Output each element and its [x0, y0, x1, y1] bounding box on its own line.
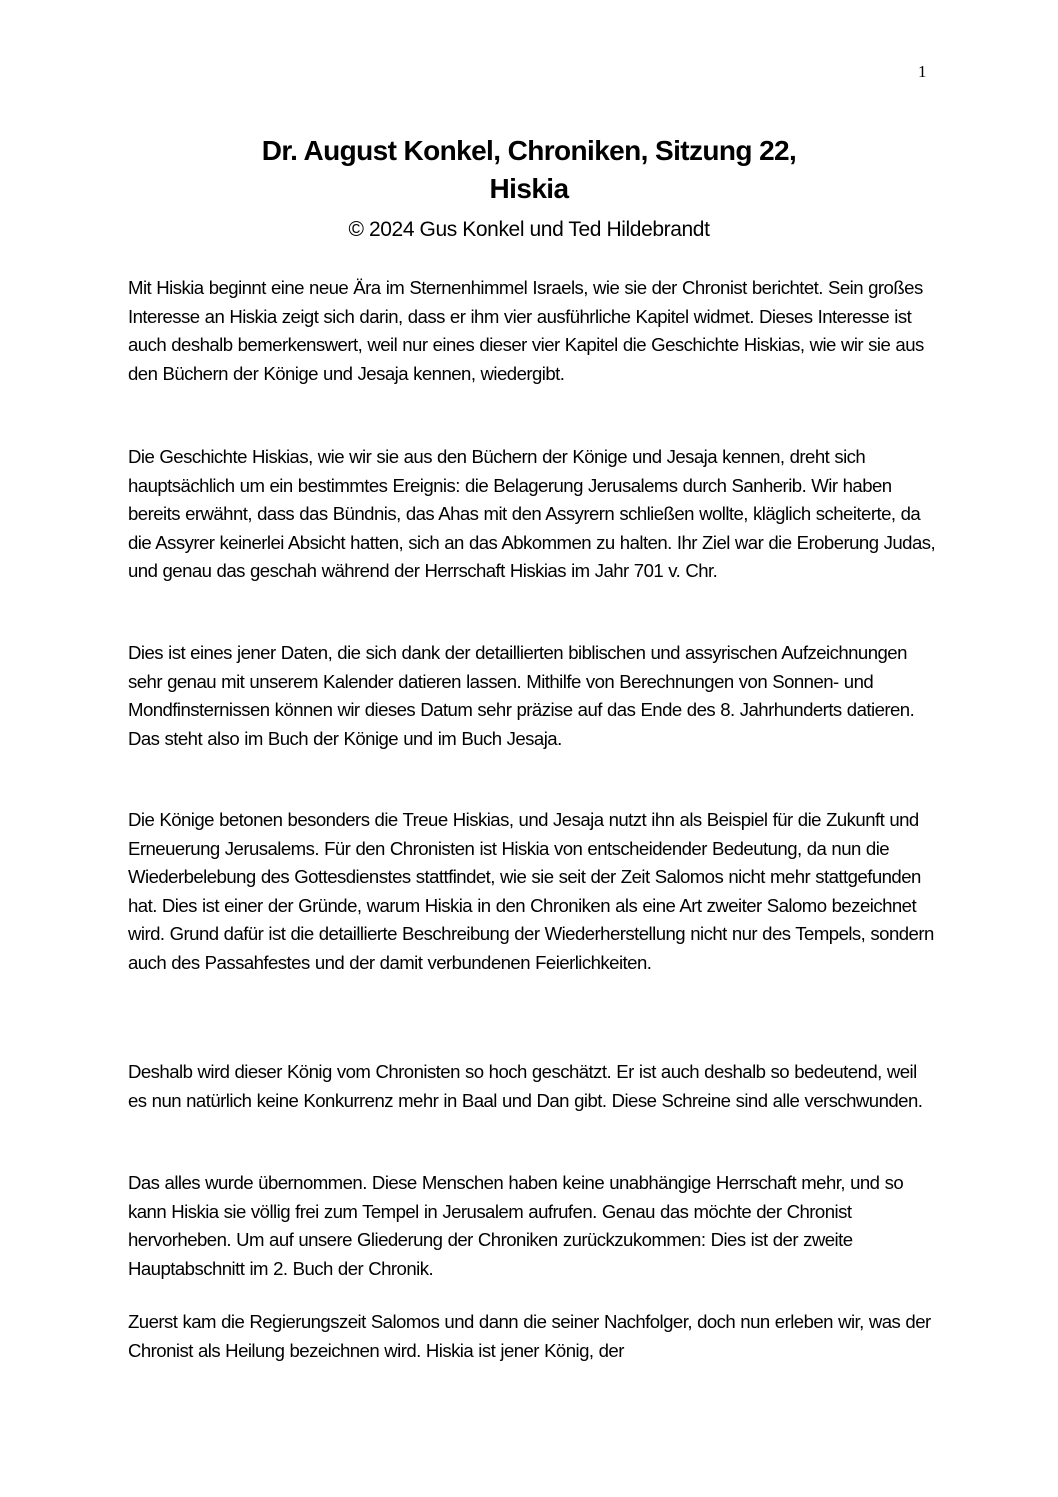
paragraph-1: Mit Hiskia beginnt eine neue Ära im Sternenhimmel Israels, wie sie der Chronist berichtet. Sein großes Interesse an Hiskia zeigt sich darin, dass er ihm vier ausführliche Kapitel widmet. Dieses Interesse ist auch deshalb bemerkenswert, weil nur eines dieser vier Kapitel die Geschichte Hiskias, wie wir sie aus den Büchern der Könige und Jesaja kennen, wiedergibt.	[128, 277, 924, 384]
paragraph-6: Das alles wurde übernommen. Diese Menschen haben keine unabhängige Herrschaft mehr, und so kann Hiskia sie völlig frei zum Tempel in Jerusalem aufrufen. Genau das möchte der Chronist hervorheben. Um auf unsere Gliederung der Chroniken zurückzukommen: Dies ist der zweite Hauptabschnitt im 2. Buch der Chronik.	[128, 1172, 904, 1279]
title-line-1: Dr. August Konkel, Chroniken, Sitzung 22,	[261, 135, 797, 166]
page-number: 1	[918, 62, 927, 81]
copyright-line: © 2024 Gus Konkel und Ted Hildebrandt	[348, 218, 710, 241]
paragraph-5: Deshalb wird dieser König vom Chronisten so hoch geschätzt. Er ist auch deshalb so bedeutend, weil es nun natürlich keine Konkurrenz mehr in Baal und Dan gibt. Diese Schreine sind alle verschwunden.	[128, 1061, 923, 1111]
paragraph-3: Dies ist eines jener Daten, die sich dank der detaillierten biblischen und assyrischen Aufzeichnungen sehr genau mit unserem Kalender datieren lassen. Mithilfe von Berechnungen von Sonnen- und Mondfinsternissen können wir dieses Datum sehr präzise auf das Ende des 8. Jahrhunderts datieren. Das steht also im Buch der Könige und im Buch Jesaja.	[128, 642, 915, 749]
paragraph-4: Die Könige betonen besonders die Treue Hiskias, und Jesaja nutzt ihn als Beispiel für die Zukunft und Erneuerung Jerusalems. Für den Chronisten ist Hiskia von entscheidender Bedeutung, da nun die Wiederbelebung des Gottesdienstes stattfindet, wie sie seit der Zeit Salomos nicht mehr stattgefunden hat. Dies ist einer der Gründe, warum Hiskia in den Chroniken als eine Art zweiter Salomo bezeichnet wird. Grund dafür ist die detaillierte Beschreibung der Wiederherstellung nicht nur des Tempels, sondern auch des Passahfestes und der damit verbundenen Feierlichkeiten.	[128, 809, 934, 973]
document-title	[0, 132, 1058, 208]
paragraph-7: Zuerst kam die Regierungszeit Salomos und dann die seiner Nachfolger, doch nun erleben wir, was der Chronist als Heilung bezeichnen wird. Hiskia ist jener König, der	[128, 1311, 931, 1361]
paragraph-2: Die Geschichte Hiskias, wie wir sie aus den Büchern der Könige und Jesaja kennen, dreht sich hauptsächlich um ein bestimmtes Ereignis: die Belagerung Jerusalems durch Sanherib. Wir haben bereits erwähnt, dass das Bündnis, das Ahas mit den Assyrern schließen wollte, kläglich scheiterte, da die Assyrer keinerlei Absicht hatten, sich an das Abkommen zu halten. Ihr Ziel war die Eroberung Judas, und genau das geschah während der Herrschaft Hiskias im Jahr 701 v. Chr.	[128, 446, 936, 582]
title-line-2: Hiskia	[489, 173, 569, 204]
